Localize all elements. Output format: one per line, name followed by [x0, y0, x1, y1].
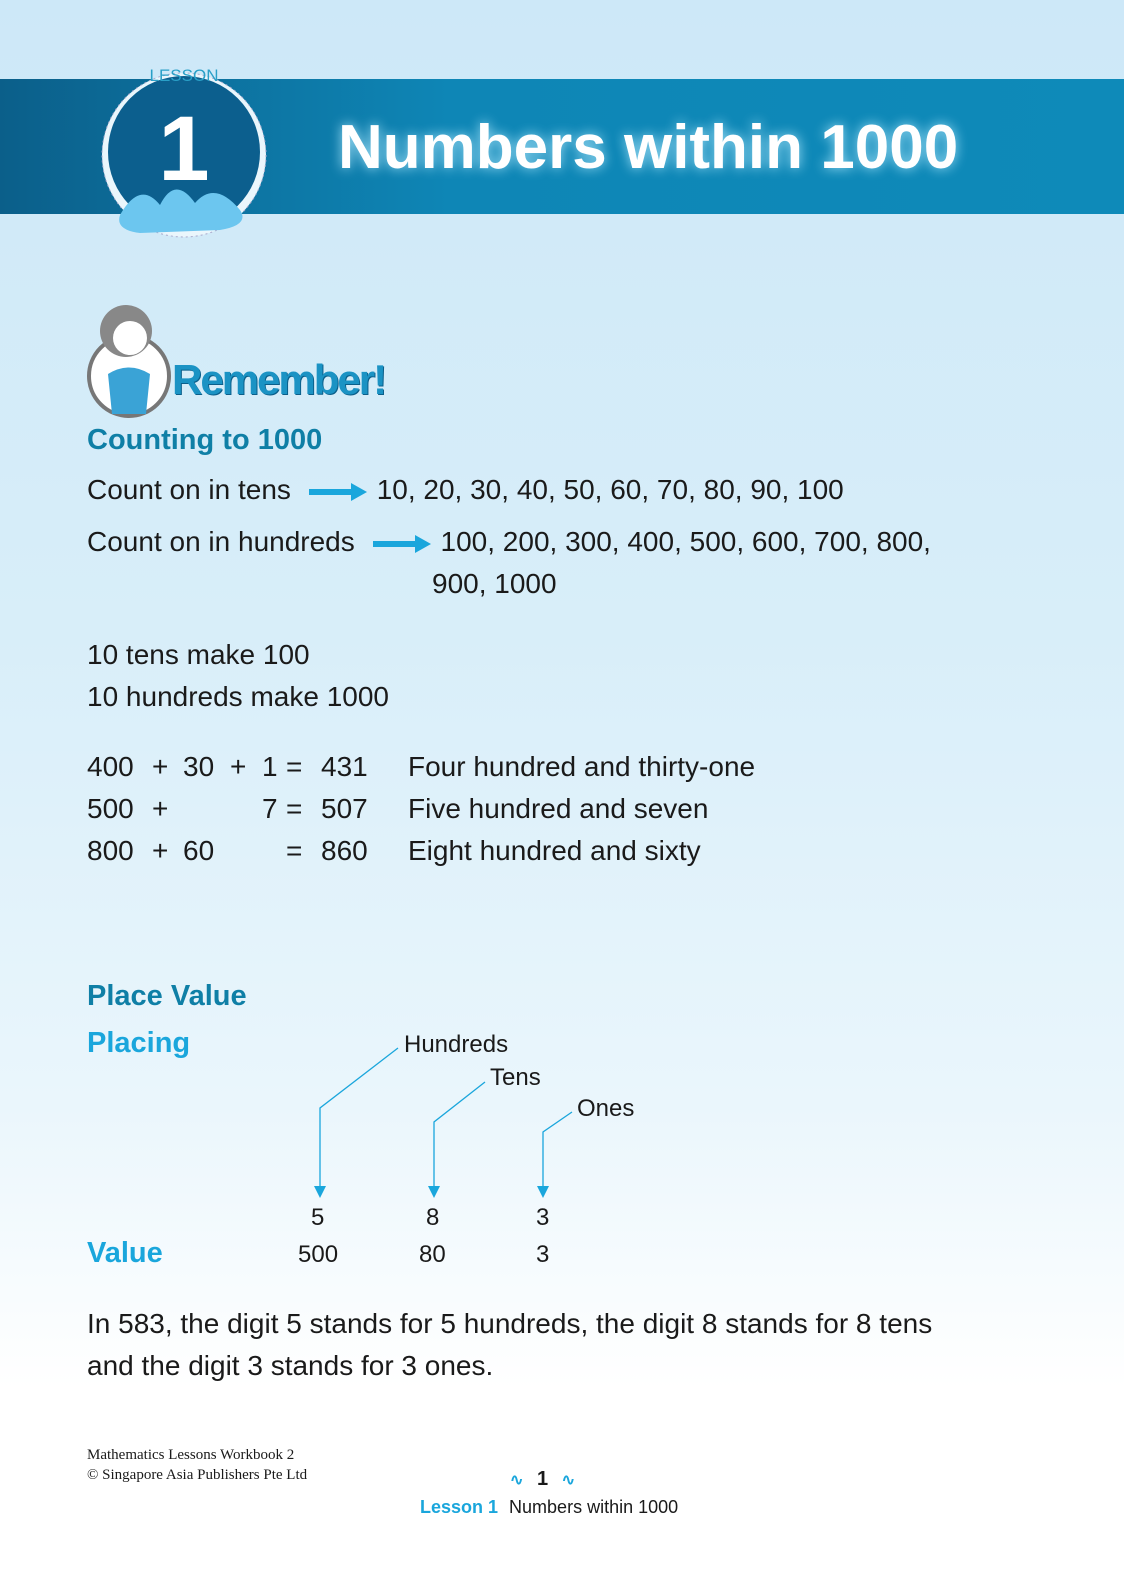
footer-copyright: © Singapore Asia Publishers Pte Ltd — [87, 1467, 308, 1483]
expansion-h: 800 — [87, 835, 134, 866]
digit-hundreds: 5 — [311, 1204, 325, 1231]
expansion-t: 30 — [183, 751, 215, 782]
column-ones-label: Ones — [577, 1095, 635, 1122]
expansion-o: 7 — [262, 793, 278, 824]
placing-label: Placing — [87, 1027, 191, 1059]
footer-lesson-label: Lesson 1 — [420, 1497, 499, 1517]
expansion-words: Eight hundred and sixty — [408, 835, 701, 866]
fact-tens: 10 tens make 100 — [87, 639, 310, 670]
page-title: Numbers within 1000 — [338, 113, 959, 182]
page-number-row — [510, 1468, 575, 1491]
footer-lesson — [420, 1497, 678, 1518]
digit-tens: 8 — [426, 1204, 440, 1231]
value-hundreds: 500 — [298, 1241, 339, 1268]
column-tens-label: Tens — [490, 1064, 541, 1091]
expansion-t: 60 — [183, 835, 215, 866]
expansion-eq: = — [286, 835, 303, 866]
expansion-eq: = — [286, 793, 303, 824]
value-tens: 80 — [419, 1241, 446, 1268]
expansion-p2: + — [230, 751, 247, 782]
expansion-words: Five hundred and seven — [408, 793, 709, 824]
place-value-heading: Place Value — [87, 980, 247, 1012]
page-number: 1 — [536, 1468, 549, 1490]
expansion-words: Four hundred and thirty-one — [408, 751, 756, 782]
ornament-right-icon: ∿ — [561, 1472, 576, 1489]
count-hundreds-values-cont: 900, 1000 — [432, 568, 557, 599]
value-label: Value — [87, 1237, 163, 1269]
footer-book: Mathematics Lessons Workbook 2 — [87, 1447, 295, 1463]
value-ones: 3 — [536, 1241, 550, 1268]
explanation-line-1: In 583, the digit 5 stands for 5 hundreds, the digit 8 stands for 8 tens — [87, 1308, 933, 1339]
ornament-left-icon: ∿ — [510, 1472, 524, 1489]
explanation-line-2: and the digit 3 stands for 3 ones. — [87, 1350, 494, 1381]
expansion-n: 507 — [321, 793, 368, 824]
count-tens-label: Count on in tens — [87, 474, 291, 505]
count-tens-values: 10, 20, 30, 40, 50, 60, 70, 80, 90, 100 — [376, 474, 844, 505]
expansion-n: 860 — [321, 835, 368, 866]
lesson-number: 1 — [158, 98, 210, 200]
footer-lesson-title: Numbers within 1000 — [509, 1497, 679, 1517]
lesson-label: LESSON — [149, 66, 219, 85]
count-hundreds-values: 100, 200, 300, 400, 500, 600, 700, 800, — [440, 526, 931, 557]
expansion-h: 500 — [87, 793, 134, 824]
expansion-n: 431 — [321, 751, 368, 782]
expansion-eq: = — [286, 751, 303, 782]
column-hundreds-label: Hundreds — [404, 1031, 509, 1058]
fact-hundreds: 10 hundreds make 1000 — [87, 681, 389, 712]
count-hundreds-label: Count on in hundreds — [87, 526, 355, 557]
expansion-h: 400 — [87, 751, 134, 782]
expansion-p1: + — [152, 793, 169, 824]
expansion-p1: + — [152, 835, 169, 866]
digit-ones: 3 — [536, 1204, 550, 1231]
expansion-p1: + — [152, 751, 169, 782]
remember-label: Remember! — [172, 356, 386, 403]
expansion-o: 1 — [262, 751, 278, 782]
counting-heading: Counting to 1000 — [87, 424, 323, 456]
